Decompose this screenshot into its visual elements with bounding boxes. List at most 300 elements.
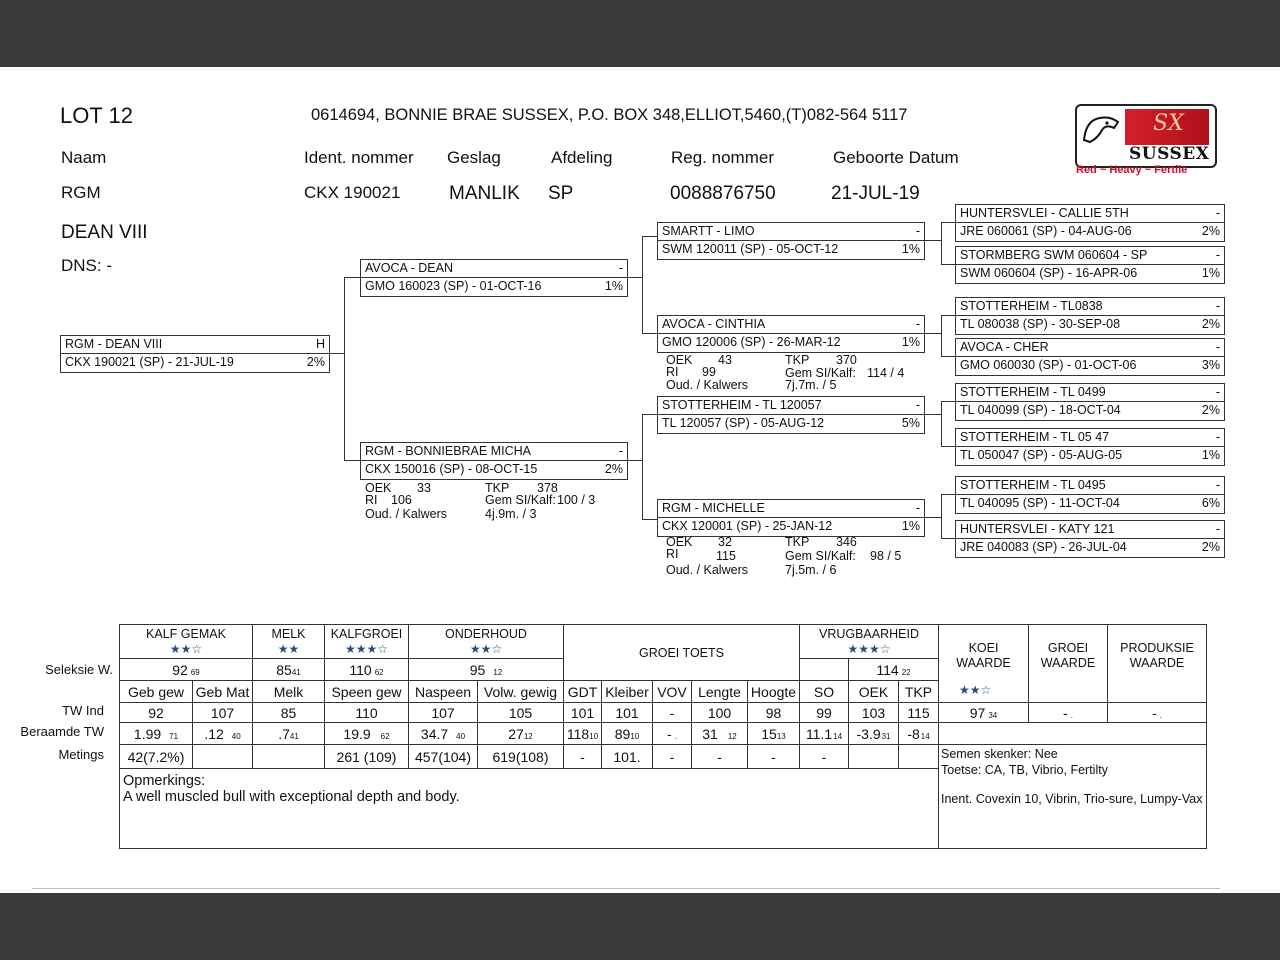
- col-header: OEK: [849, 681, 899, 703]
- ebv-value: 27: [508, 725, 524, 742]
- pedigree-reg: JRE 060061 (SP) - 04-AUG-06: [960, 224, 1132, 238]
- metings-cell: 42(7.2%): [120, 745, 193, 769]
- stat-value: 4j.9m. / 3: [485, 507, 537, 521]
- pedigree-reg: TL 040099 (SP) - 18-OCT-04: [960, 403, 1121, 417]
- connector-line: [941, 222, 942, 264]
- pedigree-tag: -: [1215, 522, 1220, 536]
- pedigree-dam: [360, 442, 628, 480]
- box-separator: [956, 446, 1224, 447]
- pedigree-pct: 3%: [1201, 358, 1220, 372]
- pedigree-pct: 2%: [604, 462, 623, 476]
- pedigree-tag: -: [1215, 206, 1220, 220]
- group-groei-waarde: [1029, 625, 1108, 703]
- ebv-cell: [253, 723, 325, 745]
- pedigree-pct: 1%: [604, 279, 623, 293]
- stat-label: Oud. / Kalwers: [666, 563, 748, 577]
- stat-value: 378: [537, 481, 558, 495]
- tests: Toetse: CA, TB, Vibrio, Fertilty: [941, 763, 1108, 777]
- stat-label: RI: [666, 365, 679, 379]
- group-produksie-waarde: [1108, 625, 1207, 703]
- logo-text: SUSSEX: [1129, 144, 1210, 164]
- logo-mark: SX: [1153, 111, 1184, 136]
- label-geslag: Geslag: [447, 148, 501, 167]
- twind-groei: [1029, 703, 1108, 723]
- group-label: GROEI WAARDE: [1040, 641, 1096, 670]
- twind-koei-value: 97: [969, 704, 986, 721]
- stat-label: RI: [365, 493, 378, 507]
- box-separator: [956, 315, 1224, 316]
- connector-line: [925, 333, 941, 334]
- stat-label: OEK: [365, 481, 392, 495]
- pedigree-name: STOTTERHEIM - TL 0495: [960, 478, 1106, 492]
- ebv-empty: [939, 723, 1207, 745]
- ebv-value: 118: [566, 725, 590, 742]
- ebv-count: 10: [589, 731, 599, 741]
- value-geboorte: 21-JUL-19: [831, 183, 920, 204]
- metings-cell: 457(104): [409, 745, 478, 769]
- pedigree-name: STOTTERHEIM - TL0838: [960, 299, 1103, 313]
- dam-stats: [365, 481, 625, 525]
- pedigree-name: AVOCA - CHER: [960, 340, 1049, 354]
- pedigree-pct: 2%: [1201, 317, 1220, 331]
- ebv-count: 31: [881, 731, 891, 741]
- pedigree-pct: 2%: [306, 355, 325, 369]
- pedigree-g3-5: [955, 383, 1225, 421]
- value-geslag: MANLIK: [449, 183, 520, 204]
- pedigree-pct: 1%: [901, 335, 920, 349]
- box-separator: [956, 538, 1224, 539]
- pedigree-tag: -: [1215, 385, 1220, 399]
- pedigree-g3-8: [955, 520, 1225, 558]
- connector-line: [941, 222, 955, 223]
- col-header: Volw. gewig: [478, 681, 564, 703]
- connector-line: [925, 414, 941, 415]
- rowlabel-beraamde: Beraamde TW: [20, 724, 104, 739]
- connector-line: [344, 277, 360, 278]
- rowlabel-twind: TW Ind: [62, 703, 104, 718]
- connector-line: [344, 460, 360, 461]
- pedigree-tag: H: [315, 337, 325, 351]
- group-kalf-gemak: [120, 625, 253, 659]
- remarks-text: A well muscled bull with exceptional depth and body.: [123, 789, 460, 805]
- connector-line: [941, 264, 955, 265]
- group-label: KALF GEMAK: [146, 626, 226, 641]
- pedigree-name: RGM - DEAN VIII: [65, 337, 163, 351]
- row-metings: [120, 745, 1207, 769]
- group-groei-toets: GROEI TOETS: [564, 625, 800, 681]
- ebv-cell: [193, 723, 253, 745]
- ebv-cell: [325, 723, 409, 745]
- twind-prod-count: .: [1159, 710, 1162, 720]
- sel-value: 110: [349, 661, 372, 678]
- pedigree-name: STOTTERHEIM - TL 0499: [960, 385, 1106, 399]
- pedigree-pct: 1%: [1201, 448, 1220, 462]
- sel-vrug: [849, 659, 939, 681]
- col-header: TKP: [899, 681, 939, 703]
- pedigree-pct: 1%: [901, 242, 920, 256]
- pedigree-name: HUNTERSVLEI - KATY 121: [960, 522, 1115, 536]
- box-separator: [361, 277, 627, 278]
- stat-value: 114 / 4: [867, 366, 905, 380]
- ebv-count: 40: [456, 731, 466, 741]
- connector-line: [628, 277, 642, 278]
- ebv-value: .7: [278, 725, 290, 742]
- col-header: Speen gew: [325, 681, 409, 703]
- sel-value: 114: [876, 661, 899, 678]
- ebv-count: 13: [776, 731, 786, 741]
- connector-line: [941, 494, 955, 495]
- metings-cell: [193, 745, 253, 769]
- star-rating: ★★☆: [959, 683, 992, 697]
- sel-count: 12: [493, 667, 503, 677]
- group-label: KALFGROEI: [330, 626, 403, 641]
- pedigree-pct: 5%: [901, 416, 920, 430]
- stat-label: OEK: [666, 353, 693, 367]
- pedigree-g3-6: [955, 428, 1225, 466]
- box-separator: [956, 222, 1224, 223]
- stat-value: 346: [836, 535, 857, 549]
- pedigree-name: STOTTERHEIM - TL 05 47: [960, 430, 1110, 444]
- metings-cell: [899, 745, 939, 769]
- pedigree-name: STORMBERG SWM 060604 - SP: [960, 248, 1148, 262]
- ebv-value: -8: [907, 725, 920, 742]
- label-naam: Naam: [61, 148, 107, 167]
- animal-name: DEAN VIII: [61, 222, 148, 243]
- twind-prod-value: -: [1152, 704, 1157, 721]
- stat-value: 115: [716, 549, 736, 563]
- col-header: GDT: [564, 681, 602, 703]
- ebv-value: 31: [702, 725, 718, 742]
- pedigree-reg: SWM 060604 (SP) - 16-APR-06: [960, 266, 1138, 280]
- col-header: VOV: [653, 681, 692, 703]
- sel-value: 92: [172, 661, 188, 678]
- pedigree-animal: [60, 335, 330, 373]
- pedigree-reg: TL 050047 (SP) - 05-AUG-05: [960, 448, 1123, 462]
- metings-cell: -: [564, 745, 602, 769]
- sel-so: [800, 659, 849, 681]
- metings-cell: -: [653, 745, 692, 769]
- ebv-value: 1.99: [133, 725, 162, 742]
- logo-tagline: Red ~ Heavy ~ Fertile: [1076, 164, 1188, 176]
- twind-cell: 107: [409, 703, 478, 723]
- pedigree-tag: -: [1215, 340, 1220, 354]
- connector-line: [642, 414, 643, 520]
- sire-dam-stats: [666, 353, 922, 393]
- metings-cell: -: [748, 745, 800, 769]
- stat-value: 43: [718, 353, 732, 367]
- pedigree-g3-4: [955, 338, 1225, 376]
- connector-line: [941, 494, 942, 539]
- connector-line: [328, 353, 345, 354]
- pedigree-reg: SWM 120011 (SP) - 05-OCT-12: [662, 242, 839, 256]
- stat-label: OEK: [666, 535, 693, 549]
- twind-cell: 98: [748, 703, 800, 723]
- twind-cell: 107: [193, 703, 253, 723]
- connector-line: [941, 315, 955, 316]
- ebv-value: -: [667, 725, 672, 742]
- bottom-bar: [0, 893, 1280, 960]
- stat-value: 99: [702, 365, 716, 379]
- pedigree-tag: -: [618, 444, 623, 458]
- connector-line: [642, 236, 643, 333]
- box-separator: [658, 333, 924, 334]
- ebv-cell: [748, 723, 800, 745]
- twind-groei-count: .: [1070, 710, 1073, 720]
- label-geboorte: Geboorte Datum: [833, 148, 959, 167]
- stat-value: 7j.7m. / 5: [785, 378, 837, 392]
- twind-koei: [939, 703, 1029, 723]
- twind-cell: 100: [692, 703, 748, 723]
- pedigree-reg: JRE 040083 (SP) - 26-JUL-04: [960, 540, 1127, 554]
- col-header: Kleiber: [602, 681, 653, 703]
- pedigree-tag: -: [915, 317, 920, 331]
- box-separator: [956, 356, 1224, 357]
- connector-line: [642, 414, 657, 415]
- connector-line: [941, 401, 955, 402]
- connector-line: [941, 356, 955, 357]
- group-koei-waarde: [939, 625, 1029, 703]
- metings-cell: [849, 745, 899, 769]
- star-rating: ★★: [277, 641, 300, 656]
- pedigree-sire-dam: [657, 315, 925, 353]
- twind-cell: 92: [120, 703, 193, 723]
- stat-value: 106: [391, 493, 412, 507]
- ebv-cell: [653, 723, 692, 745]
- twind-prod: [1108, 703, 1207, 723]
- metings-cell: [253, 745, 325, 769]
- pedigree-pct: 2%: [1201, 540, 1220, 554]
- ebv-cell: [478, 723, 564, 745]
- remarks-label: Opmerkings:: [123, 773, 206, 789]
- footer-divider: [32, 888, 1220, 889]
- col-header: Lengte: [692, 681, 748, 703]
- connector-line: [941, 315, 942, 357]
- group-label: KOEI WAARDE: [956, 641, 1011, 670]
- pedigree-dam-sire: [657, 396, 925, 434]
- ebv-value: -3.9: [856, 725, 881, 742]
- stat-label: TKP: [785, 353, 810, 367]
- connector-line: [642, 333, 657, 334]
- box-separator: [956, 401, 1224, 402]
- row-twind: [120, 703, 1207, 723]
- stat-label: Gem SI/Kalf:: [785, 366, 856, 380]
- pedigree-sire: [360, 259, 628, 297]
- box-separator: [956, 494, 1224, 495]
- value-ident: CKX 190021: [304, 183, 401, 202]
- ebv-cell: [602, 723, 653, 745]
- pedigree-tag: -: [1215, 248, 1220, 262]
- evaluation-table: [119, 624, 1207, 849]
- sel-value: 85: [276, 661, 292, 678]
- star-rating: ★★☆: [169, 641, 203, 656]
- ebv-cell: [692, 723, 748, 745]
- row-beraamde: [120, 723, 1207, 745]
- box-separator: [658, 517, 924, 518]
- stat-label: TKP: [485, 481, 510, 495]
- stat-label: Oud. / Kalwers: [666, 378, 748, 392]
- group-kalfgroei: [325, 625, 409, 659]
- stat-value: 100 / 3: [557, 493, 596, 507]
- ebv-value: 89: [614, 725, 631, 742]
- bull-head-icon: [1080, 110, 1122, 148]
- stat-value: 32: [718, 535, 732, 549]
- value-naam: RGM: [61, 183, 101, 202]
- metings-cell: 619(108): [478, 745, 564, 769]
- ebv-cell: [564, 723, 602, 745]
- col-header: Geb Mat: [193, 681, 253, 703]
- connector-line: [628, 460, 642, 461]
- ebv-value: 11.1: [805, 725, 833, 742]
- sussex-logo: [1075, 104, 1217, 168]
- ebv-cell: [899, 723, 939, 745]
- pedigree-pct: 6%: [1201, 496, 1220, 510]
- stat-label: Gem SI/Kalf:: [785, 549, 856, 563]
- pedigree-reg: TL 120057 (SP) - 05-AUG-12: [662, 416, 825, 430]
- twind-cell: 85: [253, 703, 325, 723]
- ebv-cell: [120, 723, 193, 745]
- ebv-count: 40: [231, 731, 241, 741]
- metings-cell: 101.: [602, 745, 653, 769]
- pedigree-g3-3: [955, 297, 1225, 335]
- connector-line: [344, 277, 345, 461]
- ebv-count: 10: [630, 731, 640, 741]
- pedigree-g3-2: [955, 246, 1225, 284]
- pedigree-name: RGM - BONNIEBRAE MICHA: [365, 444, 531, 458]
- sel-onderhoud: [409, 659, 564, 681]
- ebv-value: 15: [761, 725, 777, 742]
- pedigree-reg: GMO 120006 (SP) - 26-MAR-12: [662, 335, 841, 349]
- top-bar: [0, 0, 1280, 67]
- twind-groei-value: -: [1063, 704, 1068, 721]
- ebv-cell: [849, 723, 899, 745]
- metings-cell: -: [692, 745, 748, 769]
- pedigree-tag: -: [1215, 478, 1220, 492]
- pedigree-pct: 1%: [1201, 266, 1220, 280]
- pedigree-g3-7: [955, 476, 1225, 514]
- col-header: Melk: [253, 681, 325, 703]
- pedigree-reg: CKX 150016 (SP) - 08-OCT-15: [365, 462, 538, 476]
- sel-value: 95: [469, 661, 486, 678]
- ebv-cell: [800, 723, 849, 745]
- pedigree-reg: CKX 120001 (SP) - 25-JAN-12: [662, 519, 833, 533]
- connector-line: [642, 236, 657, 237]
- twind-cell: 101: [564, 703, 602, 723]
- label-ident: Ident. nommer: [304, 148, 414, 167]
- pedigree-pct: 2%: [1201, 403, 1220, 417]
- star-rating: ★★★☆: [344, 641, 389, 656]
- pedigree-tag: -: [1215, 299, 1220, 313]
- pedigree-name: RGM - MICHELLE: [662, 501, 765, 515]
- pedigree-name: SMARTT - LIMO: [662, 224, 755, 238]
- pedigree-pct: 2%: [1201, 224, 1220, 238]
- connector-line: [925, 240, 941, 241]
- value-afdeling: SP: [548, 183, 574, 204]
- ebv-value: 19.9: [343, 725, 371, 742]
- breeder-info: 0614694, BONNIE BRAE SUSSEX, P.O. BOX 348,ELLIOT,5460,(T)082-564 5117: [311, 106, 908, 124]
- stat-value: 33: [417, 481, 431, 495]
- pedigree-tag: -: [915, 224, 920, 238]
- stat-label: TKP: [785, 535, 810, 549]
- stat-value: 7j.5m. / 6: [785, 563, 837, 577]
- sel-count: 41: [291, 667, 301, 677]
- star-rating: ★★★☆: [847, 641, 891, 656]
- connector-line: [642, 519, 657, 520]
- pedigree-reg: GMO 160023 (SP) - 01-OCT-16: [365, 279, 542, 293]
- rowlabel-seleksie: Seleksie W.: [45, 662, 113, 677]
- stat-label: RI: [666, 547, 679, 561]
- pedigree-sire-sire: [657, 222, 925, 260]
- sel-melk: [253, 659, 325, 681]
- pedigree-tag: -: [915, 501, 920, 515]
- sel-count: 22: [901, 667, 911, 677]
- vaccinations: Inent. Covexin 10, Vibrin, Trio-sure, Lumpy-Vax: [941, 792, 1203, 806]
- group-label: MELK: [271, 626, 306, 641]
- label-reg: Reg. nommer: [671, 148, 774, 167]
- sel-kalf: [120, 659, 253, 681]
- box-separator: [658, 414, 924, 415]
- pedigree-reg: GMO 060030 (SP) - 01-OCT-06: [960, 358, 1137, 372]
- twind-koei-count: 34: [988, 710, 998, 720]
- ebv-count: 12: [727, 731, 737, 741]
- metings-cell: -: [800, 745, 849, 769]
- connector-line: [941, 446, 955, 447]
- stat-value: 98 / 5: [870, 549, 902, 563]
- col-header: Naspeen: [409, 681, 478, 703]
- star-rating: ★★☆: [469, 641, 503, 656]
- sel-count: 69: [190, 667, 200, 677]
- dam-dam-stats: [666, 535, 922, 577]
- group-label: VRUGBAARHEID: [818, 626, 920, 641]
- pedigree-dam-dam: [657, 499, 925, 537]
- ebv-count: 14: [920, 731, 930, 741]
- pedigree-reg: TL 080038 (SP) - 30-SEP-08: [960, 317, 1121, 331]
- ebv-count: 41: [289, 731, 299, 741]
- pedigree-name: AVOCA - CINTHIA: [662, 317, 766, 331]
- connector-line: [941, 538, 955, 539]
- pedigree-name: HUNTERSVLEI - CALLIE 5TH: [960, 206, 1129, 220]
- group-onderhoud: [409, 625, 564, 659]
- group-melk: [253, 625, 325, 659]
- pedigree-reg: TL 040095 (SP) - 11-OCT-04: [960, 496, 1120, 510]
- stat-label: Oud. / Kalwers: [365, 507, 447, 521]
- pedigree-name: AVOCA - DEAN: [365, 261, 453, 275]
- col-header: Geb gew: [120, 681, 193, 703]
- col-header: Hoogte: [748, 681, 800, 703]
- box-separator: [658, 240, 924, 241]
- stat-value: 370: [836, 353, 857, 367]
- stat-label: Gem SI/Kalf:: [485, 493, 556, 507]
- col-header: SO: [800, 681, 849, 703]
- pedigree-tag: -: [1215, 430, 1220, 444]
- twind-cell: 101: [602, 703, 653, 723]
- animal-notes: [939, 745, 1207, 849]
- twind-cell: 115: [899, 703, 939, 723]
- lot-number: LOT 12: [60, 103, 133, 128]
- twind-cell: 105: [478, 703, 564, 723]
- twind-cell: 103: [849, 703, 899, 723]
- group-vrugbaarheid: [800, 625, 939, 659]
- twind-cell: 110: [325, 703, 409, 723]
- pedigree-tag: -: [915, 398, 920, 412]
- pedigree-tag: -: [618, 261, 623, 275]
- connector-line: [925, 517, 941, 518]
- connector-line: [941, 401, 942, 446]
- pedigree-name: STOTTERHEIM - TL 120057: [662, 398, 822, 412]
- ebv-count: .: [674, 731, 677, 741]
- ebv-cell: [409, 723, 478, 745]
- ebv-value: 34.7: [420, 725, 449, 742]
- twind-cell: -: [653, 703, 692, 723]
